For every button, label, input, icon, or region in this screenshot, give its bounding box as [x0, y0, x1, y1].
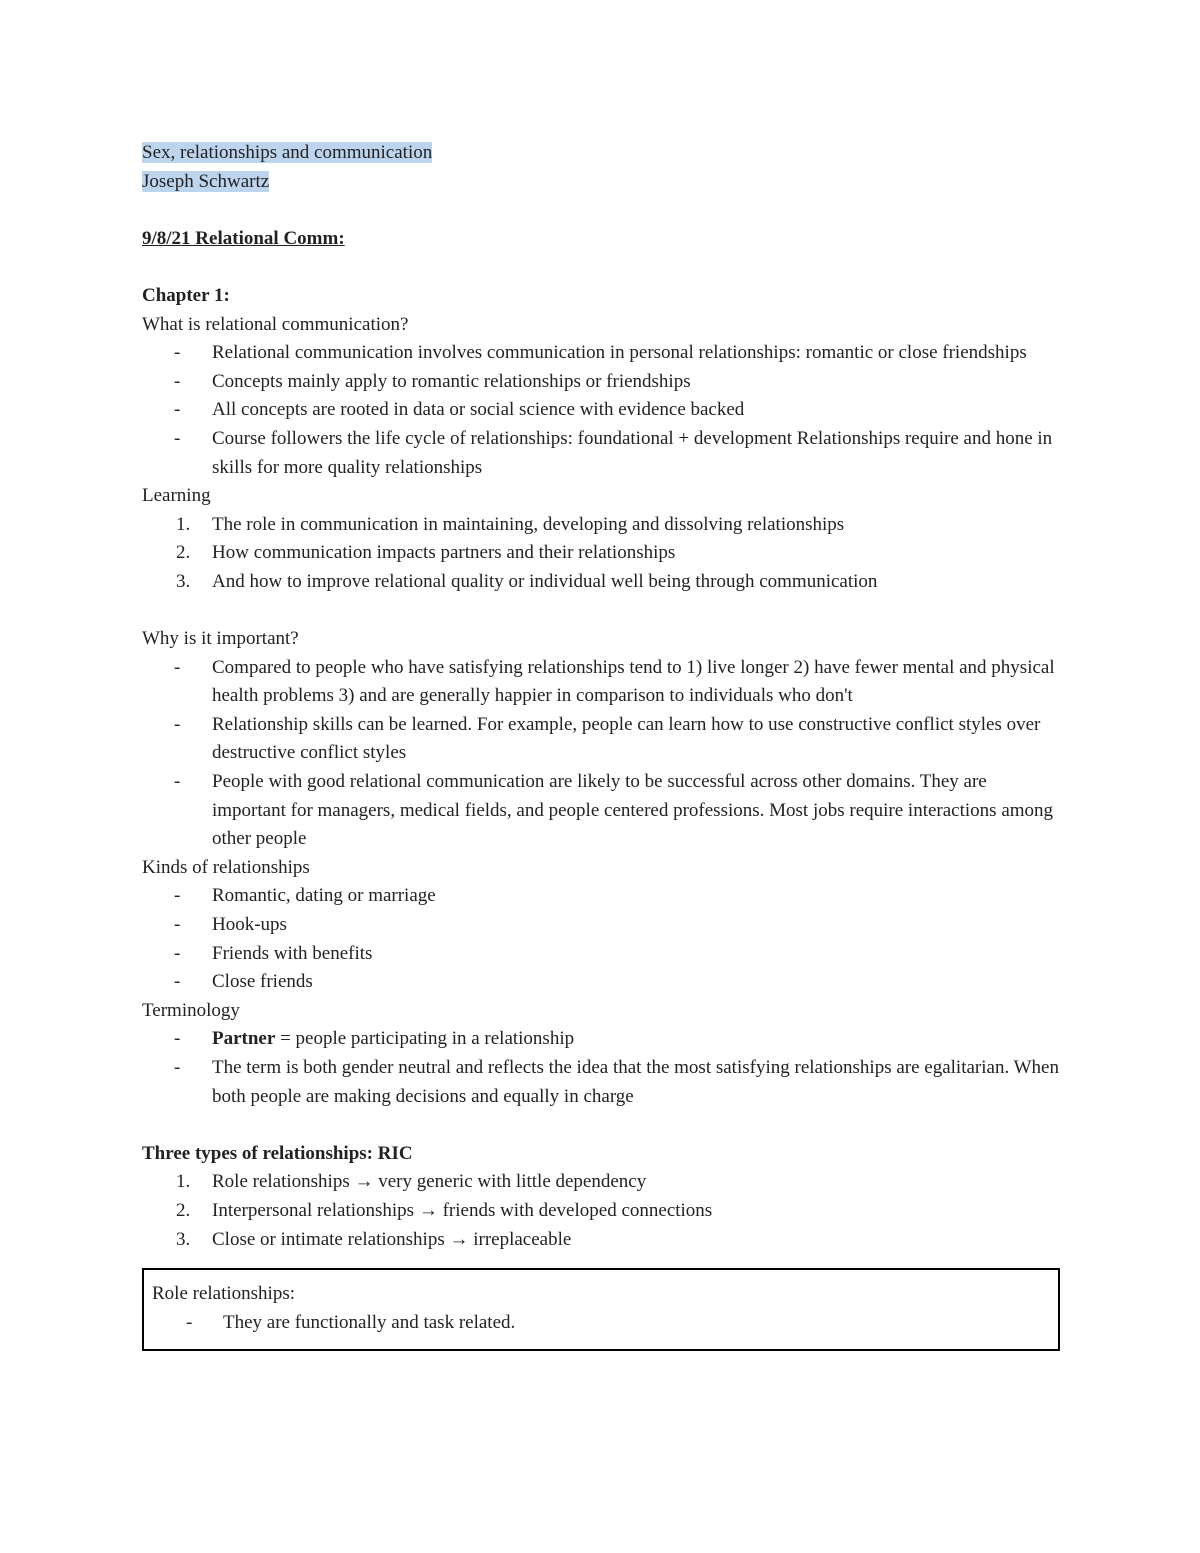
number-marker: 1. [176, 1171, 191, 1193]
dash-marker: - [174, 1057, 181, 1078]
spacer [142, 196, 1062, 225]
list-item-text: Close or intimate relationships → irreplaceable [212, 1228, 572, 1250]
list-item [142, 368, 1062, 397]
list-item [142, 711, 1062, 768]
dash-marker: - [174, 370, 181, 392]
number-marker: 3. [176, 570, 191, 592]
list-item [142, 1226, 1062, 1255]
why-heading: Why is it important? [142, 628, 299, 650]
ric-heading: Three types of relationships: RIC [142, 1142, 413, 1164]
document-page [142, 139, 1062, 1351]
why-list [142, 654, 1062, 854]
list-item [142, 768, 1062, 854]
date-heading: 9/8/21 Relational Comm: [142, 227, 345, 249]
dash-marker: - [186, 1311, 193, 1333]
learning-list [142, 511, 1062, 597]
spacer [142, 597, 1062, 626]
list-item-text: Close friends [212, 971, 313, 993]
list-item [142, 425, 1062, 482]
role-relationships-box [142, 1268, 1060, 1351]
list-item [142, 940, 1062, 969]
terminology-heading: Terminology [142, 999, 240, 1021]
list-item-text: How communication impacts partners and their relationships [212, 542, 676, 564]
list-item [152, 1309, 1058, 1338]
spacer [142, 1111, 1062, 1140]
list-item [142, 1168, 1062, 1197]
dash-marker: - [174, 971, 181, 993]
list-item-text: Compared to people who have satisfying relationships tend to 1) live longer 2) have fewer mental and physical health problems 3) and are generally happier in comparison to individuals who don't [212, 656, 1055, 707]
list-item-text: Relationship skills can be learned. For example, people can learn how to use constructive conflict styles over destructive conflict styles [212, 713, 1041, 764]
list-item [142, 1054, 1062, 1111]
list-item [142, 1197, 1062, 1226]
list-item [142, 568, 1062, 597]
list-item [142, 539, 1062, 568]
list-item-text: And how to improve relational quality or individual well being through communication [212, 570, 878, 592]
document-author-text: Joseph Schwartz [142, 170, 270, 192]
number-marker: 1. [176, 513, 191, 535]
dash-marker: - [174, 1028, 181, 1050]
list-item-text: The term is both gender neutral and reflects the idea that the most satisfying relationships are egalitarian. When both people are making decisions and equally in charge [212, 1057, 1059, 1107]
terminology-list [142, 1025, 1062, 1111]
document-title [142, 139, 1062, 168]
kinds-heading: Kinds of relationships [142, 856, 310, 878]
dash-marker: - [174, 771, 181, 793]
box-list [152, 1309, 1058, 1338]
list-item [142, 882, 1062, 911]
list-item-text: They are functionally and task related. [223, 1311, 516, 1333]
section-question: What is relational communication? [142, 313, 409, 335]
list-item-text: The role in communication in maintaining, developing and dissolving relationships [212, 513, 845, 535]
list-item [142, 396, 1062, 425]
list-item-text: Role relationships → very generic with little dependency [212, 1171, 647, 1193]
list-item-text: All concepts are rooted in data or social science with evidence backed [212, 399, 745, 421]
dash-marker: - [174, 399, 181, 421]
number-marker: 2. [176, 542, 191, 564]
number-marker: 2. [176, 1199, 191, 1221]
box-heading: Role relationships: [152, 1283, 296, 1305]
dash-marker: - [174, 342, 181, 364]
document-author [142, 168, 1062, 197]
document-title-text: Sex, relationships and communication [142, 142, 433, 163]
number-marker: 3. [176, 1228, 191, 1250]
learning-heading: Learning [142, 485, 211, 507]
list-item [142, 911, 1062, 940]
list-item-text: People with good relational communication are likely to be successful across other domains. They are important for managers, medical fields, and people centered professions. Most jobs require interactions among other people [212, 771, 1054, 850]
list-item-text: Interpersonal relationships → friends with developed connections [212, 1199, 713, 1221]
definition-list [142, 339, 1062, 482]
list-item [142, 339, 1062, 368]
list-item [142, 968, 1062, 997]
list-item-text: Romantic, dating or marriage [212, 885, 436, 907]
list-item [142, 511, 1062, 540]
list-item-text: Hook-ups [212, 914, 287, 936]
partner-term: Partner [212, 1028, 276, 1050]
list-item [142, 1025, 1062, 1054]
dash-marker: - [174, 914, 181, 936]
list-item-text: Friends with benefits [212, 942, 373, 964]
spacer [142, 253, 1062, 282]
chapter-heading: Chapter 1: [142, 284, 230, 306]
dash-marker: - [174, 885, 181, 907]
list-item-text: Concepts mainly apply to romantic relationships or friendships [212, 370, 691, 392]
kinds-list [142, 882, 1062, 996]
dash-marker: - [174, 427, 181, 449]
list-item [142, 654, 1062, 711]
dash-marker: - [174, 656, 181, 678]
list-item-text: Course followers the life cycle of relationships: foundational + development Relationships require and hone in skills for more quality relationships [212, 427, 1053, 478]
dash-marker: - [174, 713, 181, 735]
list-item-text: Relational communication involves communication in personal relationships: romantic or close friendships [212, 342, 1027, 364]
ric-list [142, 1168, 1062, 1254]
partner-definition: = people participating in a relationship [275, 1028, 575, 1050]
dash-marker: - [174, 942, 181, 964]
